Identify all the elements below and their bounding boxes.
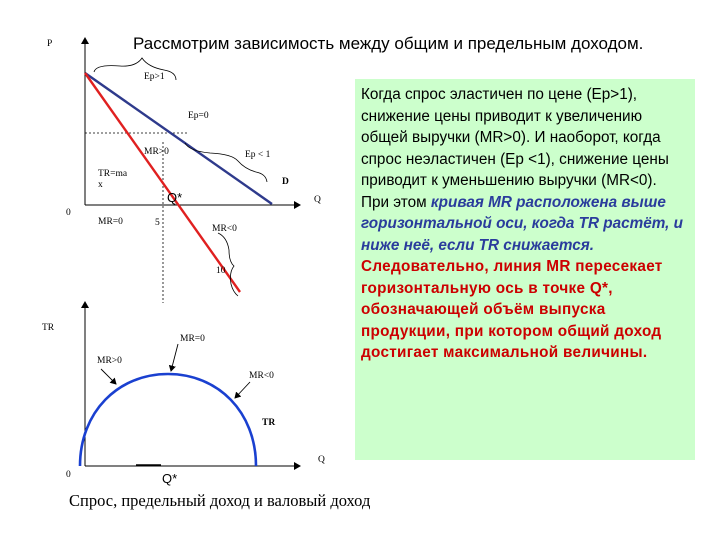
label-q-star-bottom: Q* (162, 471, 178, 486)
label-q-star-top: Q* (167, 190, 183, 205)
label-tr-max-line1: TR=ma (98, 169, 128, 179)
label-bottom-mr-gt0: MR>0 (97, 356, 122, 366)
top-x-axis-label: Q (314, 195, 321, 205)
label-ep-gt1: Ep>1 (144, 72, 165, 82)
top-y-axis-label: P (47, 39, 53, 49)
label-mr-eq0: MR=0 (98, 217, 123, 227)
explanation-box (355, 79, 695, 460)
label-mr-gt0: MR>0 (144, 147, 169, 157)
slide-title: Рассмотрим зависимость между общим и предельным доходом. (133, 34, 644, 53)
top-origin-label: 0 (66, 208, 71, 218)
top-graph (47, 38, 321, 303)
label-tick-5: 5 (155, 218, 160, 228)
label-bottom-mr-lt0: MR<0 (249, 371, 274, 381)
label-tr-max-line2: x (98, 180, 103, 190)
demand-line (85, 73, 272, 204)
bottom-x-axis-label: Q (318, 455, 325, 465)
arrow-mr-gt0 (101, 369, 116, 384)
label-tr: TR (262, 418, 276, 428)
explanation-red-text: Следовательно, линия MR пересекает горизонтальную ось в точке Q*, обозначающей объём выпуска продукции, при котором общий доход достигает максимальной величины. (361, 258, 663, 361)
explanation-part1: Когда спрос эластичен по цене (Ep>1), снижение цены приводит к увеличению общей выручки (MR>0). И наоборот, когда спрос неэластичен (Ep <1), снижение цены приводит к уменьшению выручки (MR<0). (361, 86, 669, 189)
label-mr-lt0: MR<0 (212, 224, 237, 234)
arrow-mr-eq0 (171, 344, 178, 371)
label-bottom-mr-eq0: MR=0 (180, 334, 205, 344)
bottom-y-axis-label: TR (42, 323, 55, 333)
label-ep-eq0: Ep=0 (188, 111, 209, 121)
explanation-blue-text: кривая MR расположена выше горизонтальной оси, когда TR растёт, и ниже неё, если TR снижается. (361, 193, 684, 254)
bottom-origin-label: 0 (66, 470, 71, 480)
tr-curve (80, 374, 256, 466)
brace-ep-lt1 (185, 143, 267, 182)
mr-line (85, 73, 240, 292)
label-demand: D (282, 177, 289, 187)
caption: Спрос, предельный доход и валовый доход (69, 491, 371, 510)
explanation-part2: При этом (361, 193, 431, 211)
label-tick-10: 10 (216, 266, 226, 276)
arrow-mr-lt0 (235, 382, 250, 398)
bottom-graph (42, 302, 325, 486)
label-ep-lt1: Ep < 1 (245, 150, 271, 160)
